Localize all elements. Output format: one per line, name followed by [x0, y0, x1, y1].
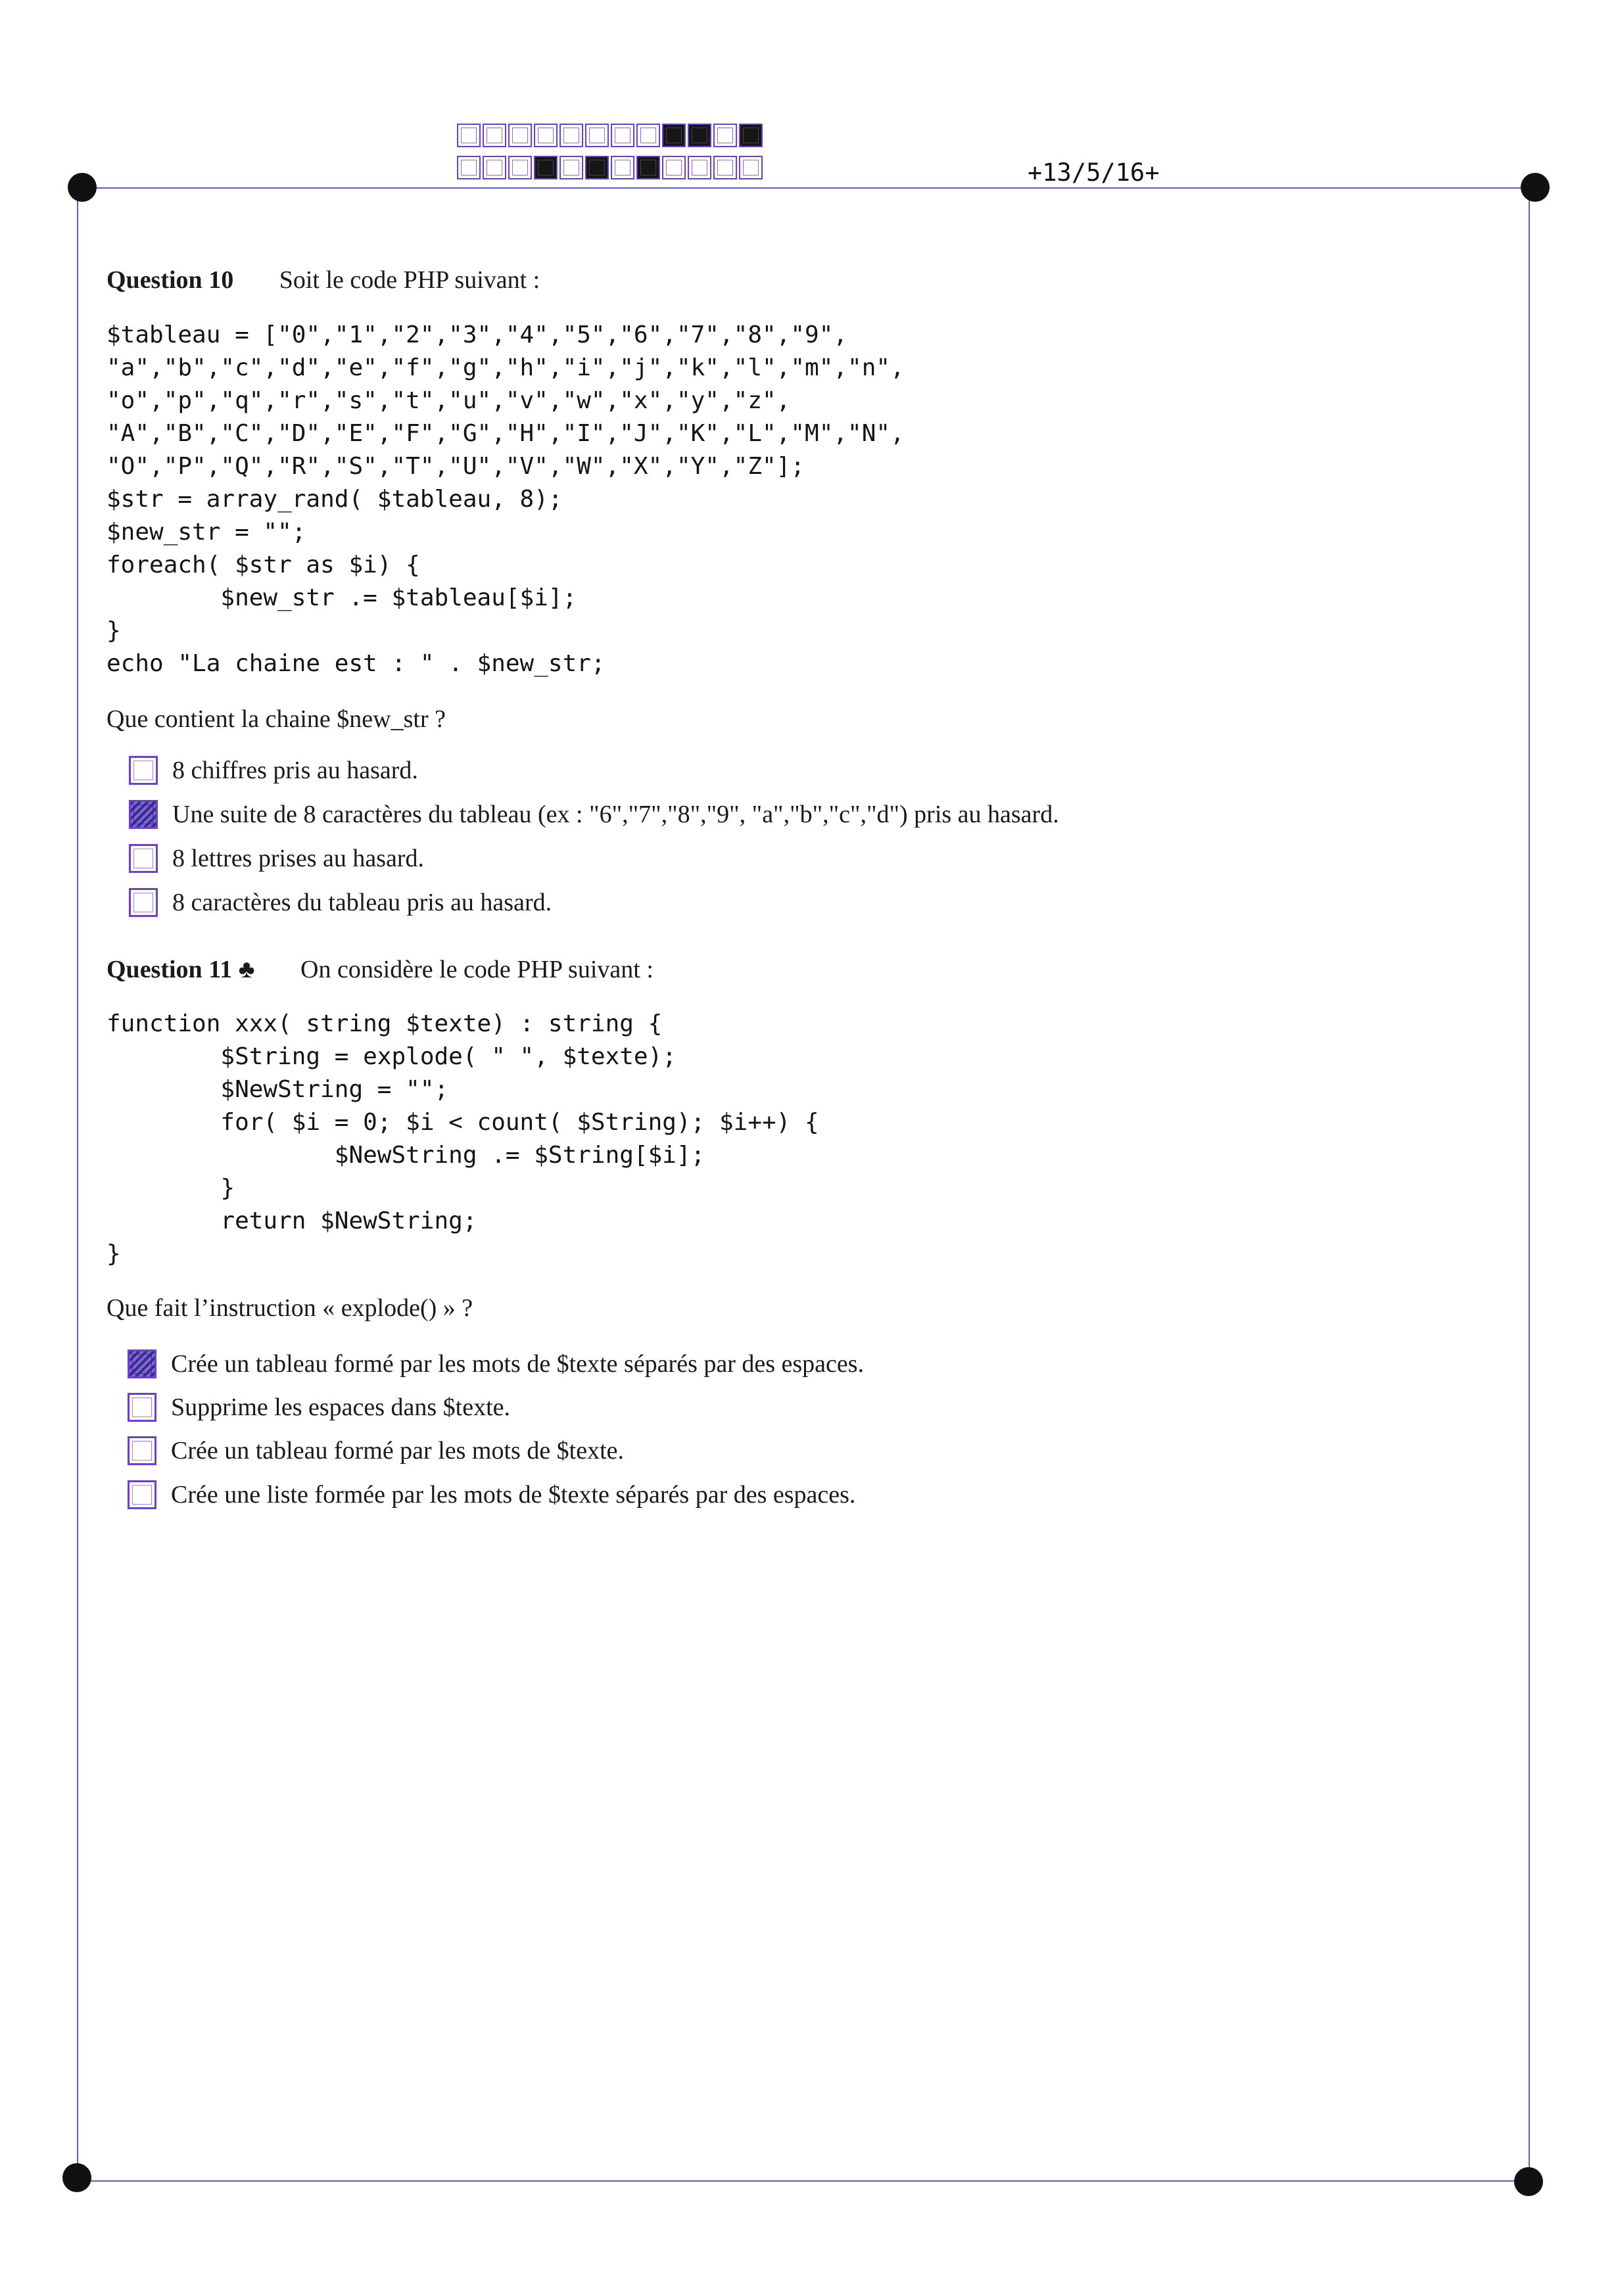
checkbox[interactable]	[128, 1480, 156, 1509]
answer-label: Supprime les espaces dans $texte.	[171, 1394, 511, 1421]
question-11-header	[107, 955, 654, 984]
answer-option[interactable]	[128, 1349, 864, 1378]
corner-marker-top-left	[68, 173, 97, 202]
barcode-cell	[585, 124, 609, 147]
corner-marker-bottom-left	[62, 2163, 91, 2192]
barcode-cell	[483, 156, 506, 179]
question-number: Question 11 ♣	[107, 956, 255, 983]
code-block-question-11: function xxx( string $texte) : string { $String = explode( " ", $texte); $NewString = ""; for( $i = 0; $i < count( $String); $i++) { $NewString .= $String[$i]; } return $NewString; }	[107, 1010, 819, 1267]
answer-label: Crée un tableau formé par les mots de $texte séparés par des espaces.	[171, 1350, 865, 1378]
checkbox[interactable]	[128, 1436, 156, 1465]
code-block-question-10: $tableau = ["0","1","2","3","4","5","6","7","8","9", "a","b","c","d","e","f","g","h","i","j","k","l","m","n", "o","p","q","r","s","t","u","v","w","x","y","z", "A","B","C","D","E","F","G","H","I","J","K","L","M","N", "O","P","Q","R","S","T","U","V","W","X","Y","Z"]; $str = array_rand( $tableau, 8); $new_str = ""; foreach( $str as $i) { $new_str .= $tableau[$i]; } echo "La chaine est : " . $new_str;	[107, 321, 905, 677]
barcode-cell	[662, 124, 686, 147]
barcode-row-top	[457, 124, 765, 147]
checkbox[interactable]	[128, 1393, 156, 1422]
question-11-prompt: Que fait l’instruction « explode() » ?	[107, 1294, 473, 1322]
checkbox[interactable]	[129, 800, 158, 829]
question-title: Soit le code PHP suivant :	[279, 266, 540, 294]
barcode-cell	[508, 156, 532, 179]
question-10-header	[107, 266, 540, 294]
barcode-cell	[611, 124, 634, 147]
question-number: Question 10	[107, 266, 234, 294]
checkbox[interactable]	[128, 1349, 156, 1378]
answer-option[interactable]	[129, 800, 1059, 829]
barcode-cell	[688, 156, 711, 179]
barcode-cell	[457, 156, 481, 179]
barcode-cell	[559, 124, 583, 147]
corner-marker-top-right	[1521, 173, 1550, 202]
barcode-cell	[688, 124, 711, 147]
checkbox[interactable]	[129, 888, 158, 917]
barcode-cell	[713, 156, 737, 179]
answer-option[interactable]	[128, 1393, 510, 1422]
question-10-prompt: Que contient la chaine $new_str ?	[107, 705, 446, 733]
barcode-cell	[636, 156, 660, 179]
checkbox[interactable]	[129, 756, 158, 785]
corner-marker-bottom-right	[1514, 2167, 1543, 2196]
answer-label: 8 chiffres pris au hasard.	[172, 757, 418, 784]
barcode-cell	[534, 124, 558, 147]
checkbox[interactable]	[129, 844, 158, 873]
barcode-cell	[559, 156, 583, 179]
answer-option[interactable]	[128, 1480, 855, 1509]
answer-label: Une suite de 8 caractères du tableau (ex : "6","7","8","9", "a","b","c","d") pris au hasard.	[172, 801, 1059, 828]
answer-option[interactable]	[129, 888, 552, 917]
barcode-cell	[457, 124, 481, 147]
answer-option[interactable]	[128, 1436, 624, 1465]
barcode-row-bottom	[457, 156, 765, 179]
barcode-cell	[739, 124, 763, 147]
answer-option[interactable]	[129, 756, 418, 785]
answer-option[interactable]	[129, 844, 424, 873]
barcode-cell	[636, 124, 660, 147]
barcode-cell	[585, 156, 609, 179]
answer-label: Crée un tableau formé par les mots de $texte.	[171, 1437, 625, 1464]
page-id: +13/5/16+	[1028, 158, 1160, 187]
answer-label: 8 caractères du tableau pris au hasard.	[172, 889, 552, 916]
question-title: On considère le code PHP suivant :	[300, 956, 654, 983]
answer-label: Crée une liste formée par les mots de $texte séparés par des espaces.	[171, 1481, 856, 1509]
barcode-cell	[611, 156, 634, 179]
barcode-cell	[713, 124, 737, 147]
barcode-cell	[662, 156, 686, 179]
barcode-cell	[483, 124, 506, 147]
barcode-cell	[739, 156, 763, 179]
barcode-cell	[508, 124, 532, 147]
answer-label: 8 lettres prises au hasard.	[172, 845, 425, 872]
barcode-cell	[534, 156, 558, 179]
